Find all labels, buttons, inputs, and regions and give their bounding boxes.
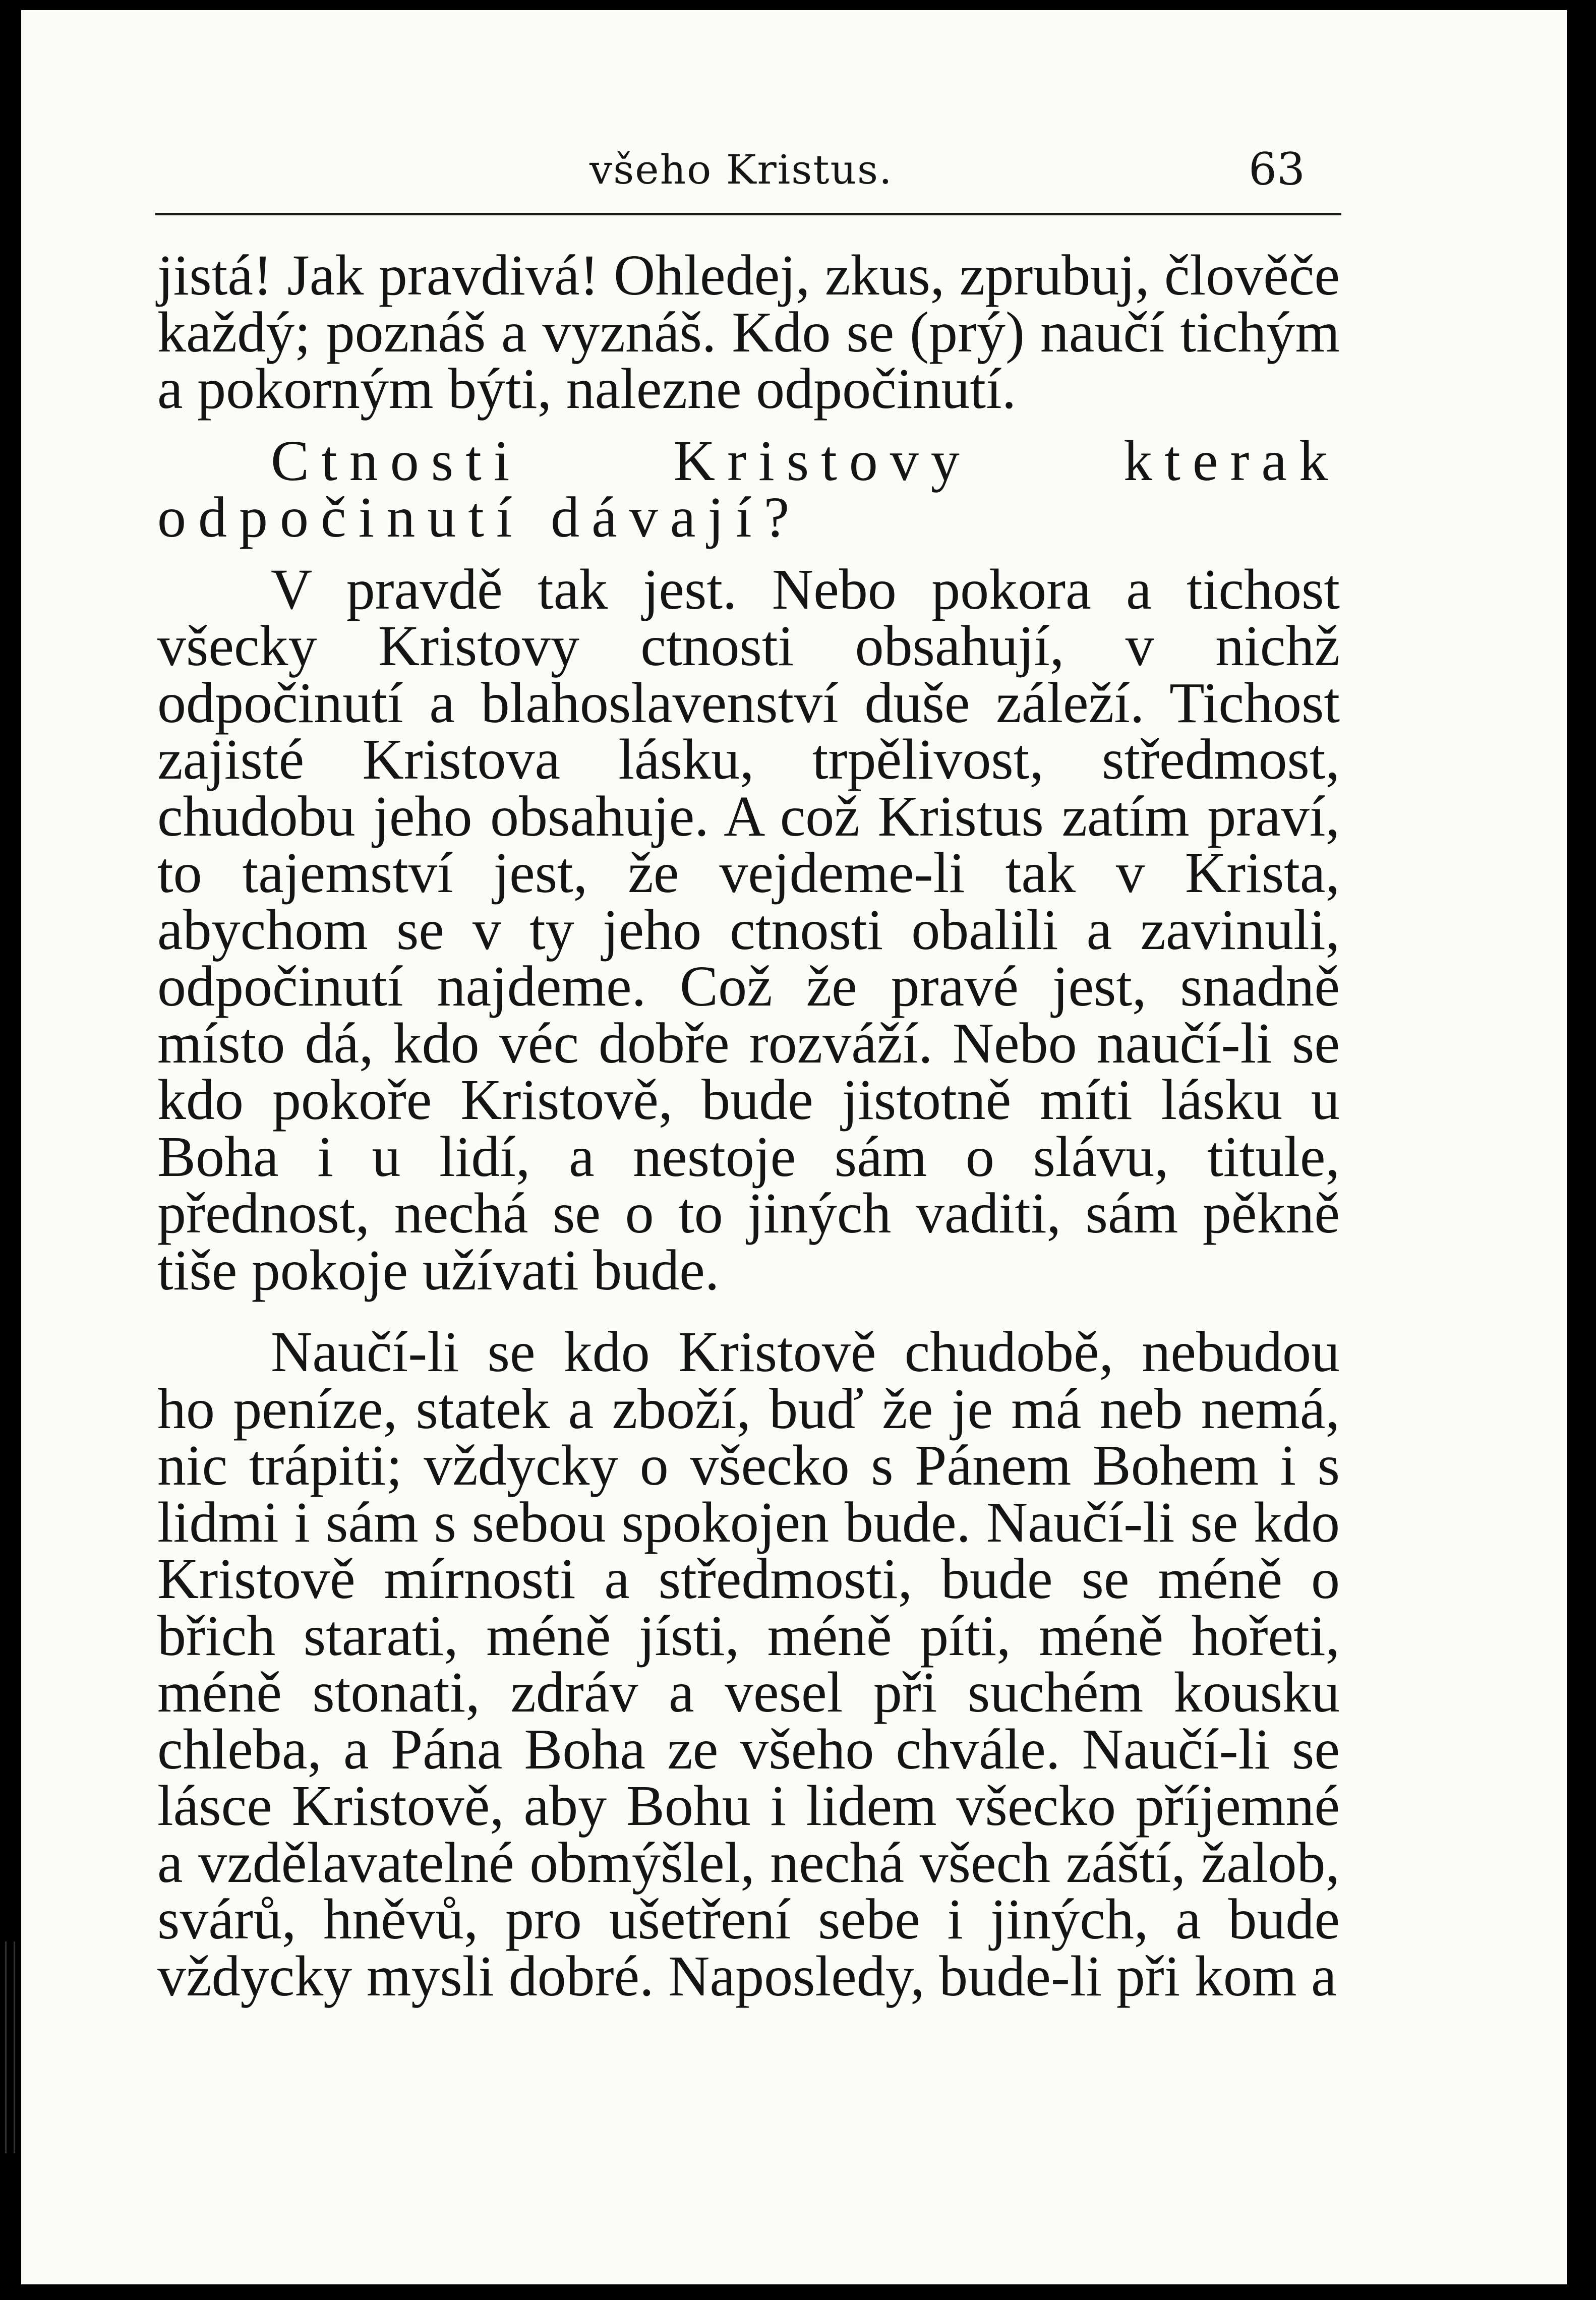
book-page [21,10,1567,2284]
paragraph-3: Naučí-li se kdo Kristově chudobě, nebudou ho peníze, statek a zboží, buď že je má neb nemá, nic trápiti; vždycky o všecko s Pánem Bohem i s lidmi i sám s sebou spokojen bude. Naučí-li se kdo Kristově mírnosti a středmosti, bude se méně o břich starati, méně jísti, méně píti, méně hořeti, méně stonati, zdráv a vesel při suchém kousku chleba, a Pána Boha ze všeho chvále. Naučí-li se lásce Kristově, aby Bohu i lidem všecko příjemné a vzdělavatelné obmýšlel, nechá všech záští, žalob, svárů, hněvů, pro ušetření sebe i jiných, a bude vždycky mysli dobré. Naposledy, bude-li při kom a [157,1320,1340,2008]
binding-edge [5,1941,15,2153]
section-question: Ctnosti Kristovy kterak odpočinutí dávají? [157,428,1340,549]
paragraph-1: jistá! Jak pravdivá! Ohledej, zkus, zprubuj, člověče každý; poznáš a vyznáš. Kdo se (prý) naučí tichým a pokorným býti, nalezne odpočinutí. [157,243,1340,421]
page-header [21,143,1567,207]
page-number: 63 [1249,143,1305,195]
paragraph-2: V pravdě tak jest. Nebo pokora a tichost všecky Kristovy ctnosti obsahují, v nichž odpočinutí a blahoslavenství duše záleží. Tichost zajisté Kristova lásku, trpělivost, středmost, chudobu jeho obsahuje. A což Kristus zatím praví, to tajemství jest, že vejdeme-li tak v Krista, abychom se v ty jeho ctnosti obalili a zavinuli, odpočinutí najdeme. Což že pravé jest, snadně místo dá, kdo véc dobře rozváží. Nebo naučí-li se kdo pokoře Kristově, bude jistotně míti lásku u Boha i u lidí, a nestoje sám o slávu, titule, přednost, nechá se o to jiných vaditi, sám pěkně tiše pokoje užívati bude. [157,557,1340,1302]
body-text [157,243,1340,2008]
header-rule [155,213,1341,215]
running-title: všeho Kristus. [589,146,893,193]
